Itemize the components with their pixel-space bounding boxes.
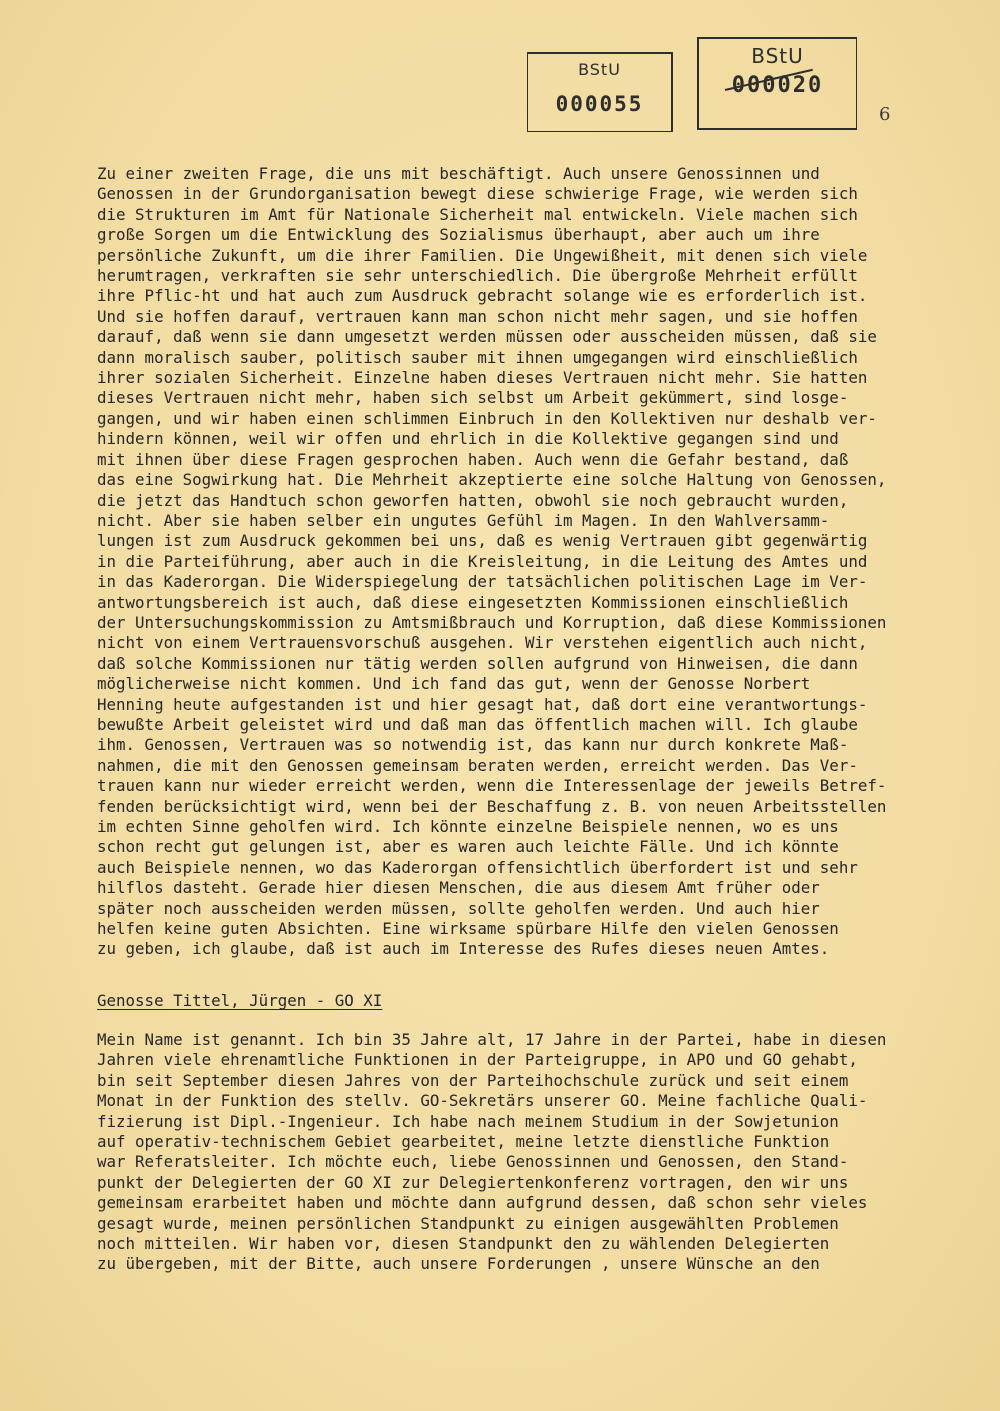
text-line: helfen keine guten Absichten. Eine wirksame spürbare Hilfe den vielen Genossen <box>97 919 839 939</box>
text-line: die Strukturen im Amt für Nationale Sicherheit mal entwickeln. Viele machen sich <box>97 204 858 224</box>
text-line: Genossen in der Grundorganisation bewegt diese schwierige Frage, wie werden sich <box>97 184 858 204</box>
text-line: Monat in der Funktion des stellv. GO-Sekretärs unserer GO. Meine fachliche Quali- <box>97 1091 868 1111</box>
stamp-label: BStU <box>751 44 804 68</box>
text-line: schon recht gut gelungen ist, aber es waren auch leichte Fälle. Und ich könnte <box>97 837 839 857</box>
text-line: punkt der Delegierten der GO XI zur Delegiertenkonferenz vortragen, den wir uns <box>97 1172 849 1192</box>
stamp-number: 000055 <box>555 92 644 116</box>
speaker-heading: Genosse Tittel, Jürgen - GO XI <box>97 991 383 1010</box>
text-line: Mein Name ist genannt. Ich bin 35 Jahre alt, 17 Jahre in der Partei, habe in diesen <box>97 1030 887 1049</box>
text-line: nahmen, die mit den Genossen gemeinsam beraten werden, erreicht werden. Das Ver- <box>97 755 858 775</box>
text-line: möglicherweise nicht kommen. Und ich fand das gut, wenn der Genosse Norbert <box>97 674 811 694</box>
text-line: fenden berücksichtigt wird, wenn bei der Beschaffung z. B. von neuen Arbeitsstellen <box>97 796 887 816</box>
stamp-label: BStU <box>578 60 621 79</box>
text-line: in die Parteiführung, aber auch in die Kreisleitung, in die Leitung des Amtes und <box>97 551 868 571</box>
text-line: ihre Pflic-ht und hat auch zum Ausdruck gebracht solange wie es erforderlich ist. <box>97 286 868 306</box>
text-line: auf operativ-technischem Gebiet gearbeitet, meine letzte dienstliche Funktion <box>97 1132 830 1152</box>
page-number: 6 <box>879 104 891 125</box>
stamp-number-struck: 000020 <box>731 73 824 98</box>
text-line: gemeinsam erarbeitet haben und möchte dann aufgrund dessen, daß schon sehr vieles <box>97 1193 868 1213</box>
text-line: war Referatsleiter. Ich möchte euch, liebe Genossinnen und Genossen, den Stand- <box>97 1152 849 1172</box>
text-line: Und sie hoffen darauf, vertrauen kann man schon nicht mehr sagen, und sie hoffen <box>97 306 858 326</box>
text-line: die jetzt das Handtuch schon geworfen hatten, obwohl sie noch gebraucht wurden, <box>97 490 849 510</box>
text-line: Henning heute aufgestanden ist und hier gesagt hat, daß dort eine verantwortungs- <box>97 694 868 714</box>
text-line: gesagt wurde, meinen persönlichen Standpunkt zu einigen ausgewählten Problemen <box>97 1213 839 1233</box>
text-line: dieses Vertrauen nicht mehr, haben sich selbst um Arbeit gekümmert, sind losge- <box>97 388 849 408</box>
text-line: in das Kaderorgan. Die Widerspiegelung der tatsächlichen politischen Lage im Ver- <box>97 572 868 592</box>
text-line: hindern können, weil wir offen und ehrlich in die Kollektive gegangen sind und <box>97 429 839 449</box>
text-line: daß solche Kommissionen nur tätig werden sollen aufgrund von Hinweisen, die dann <box>97 653 858 673</box>
text-line: bewußte Arbeit geleistet wird und daß man das öffentlich machen will. Ich glaube <box>97 714 858 734</box>
text-line: im echten Sinne geholfen wird. Ich könnte einzelne Beispiele nennen, wo es uns <box>97 817 839 836</box>
archive-stamp-old <box>697 37 857 130</box>
text-line: später noch ausscheiden werden müssen, sollte geholfen werden. Und auch hier <box>97 898 820 918</box>
text-line: dann moralisch sauber, politisch sauber mit ihnen umgegangen wird einschließlich <box>97 347 858 367</box>
text-line: lungen ist zum Ausdruck gekommen bei uns, daß es wenig Vertrauen gibt gegenwärtig <box>97 531 868 551</box>
text-line: persönliche Zukunft, um die ihrer Familien. Die Ungewißheit, mit denen sich viele <box>97 245 868 265</box>
text-line: das eine Sogwirkung hat. Die Mehrheit akzeptierte eine solche Haltung von Genossen, <box>97 470 887 490</box>
text-line: antwortungsbereich ist auch, daß diese eingesetzten Kommissionen einschließlich <box>97 592 849 612</box>
text-line: nicht von einem Vertrauensvorschuß ausgehen. Wir verstehen eigentlich auch nicht, <box>97 633 868 653</box>
text-line: große Sorgen um die Entwicklung des Sozialismus überhaupt, aber auch um ihre <box>97 225 820 245</box>
text-line: gangen, und wir haben einen schlimmen Einbruch in den Kollektiven nur deshalb ver- <box>97 408 877 428</box>
text-line: auch Beispiele nennen, wo das Kaderorgan offensichtlich überfordert ist und sehr <box>97 857 858 877</box>
text-line: mit ihnen über diese Fragen gesprochen haben. Auch wenn die Gefahr bestand, daß <box>97 449 849 469</box>
paragraph-second <box>97 1030 917 1275</box>
text-line: der Untersuchungskommission zu Amtsmißbrauch und Korruption, daß diese Kommissionen <box>97 612 887 632</box>
text-line: Jahren viele ehrenamtliche Funktionen in der Parteigruppe, in APO und GO gehabt, <box>97 1050 858 1070</box>
text-line: herumtragen, verkraften sie sehr unterschiedlich. Die übergroße Mehrheit erfüllt <box>97 266 858 286</box>
text-line: hilflos dasteht. Gerade hier diesen Menschen, die aus diesem Amt früher oder <box>97 878 820 898</box>
text-line: zu übergeben, mit der Bitte, auch unsere Forderungen , unsere Wünsche an den <box>97 1254 820 1274</box>
text-line: ihrer sozialen Sicherheit. Einzelne haben dieses Vertrauen nicht mehr. Sie hatten <box>97 368 868 388</box>
text-line: darauf, daß wenn sie dann umgesetzt werden müssen oder ausscheiden müssen, daß sie <box>97 327 877 347</box>
text-line: bin seit September diesen Jahres von der Parteihochschule zurück und seit einem <box>97 1070 849 1090</box>
paragraph-first <box>97 164 917 960</box>
text-line: fizierung ist Dipl.-Ingenieur. Ich habe nach meinem Studium in der Sowjetunion <box>97 1111 839 1131</box>
text-line: nicht. Aber sie haben selber ein ungutes Gefühl im Magen. In den Wahlversamm- <box>97 510 830 530</box>
archive-stamp-current <box>527 52 673 132</box>
text-line: noch mitteilen. Wir haben vor, diesen Standpunkt den zu wählenden Delegierten <box>97 1234 830 1254</box>
text-line: ihm. Genossen, Vertrauen was so notwendig ist, das kann nur durch konkrete Maß- <box>97 735 849 755</box>
text-line: Zu einer zweiten Frage, die uns mit beschäftigt. Auch unsere Genossinnen und <box>97 164 820 183</box>
text-line: zu geben, ich glaube, daß ist auch im Interesse des Rufes dieses neuen Amtes. <box>97 939 830 959</box>
text-line: trauen kann nur wieder erreicht werden, wenn die Interessenlage der jeweils Betref- <box>97 776 887 796</box>
